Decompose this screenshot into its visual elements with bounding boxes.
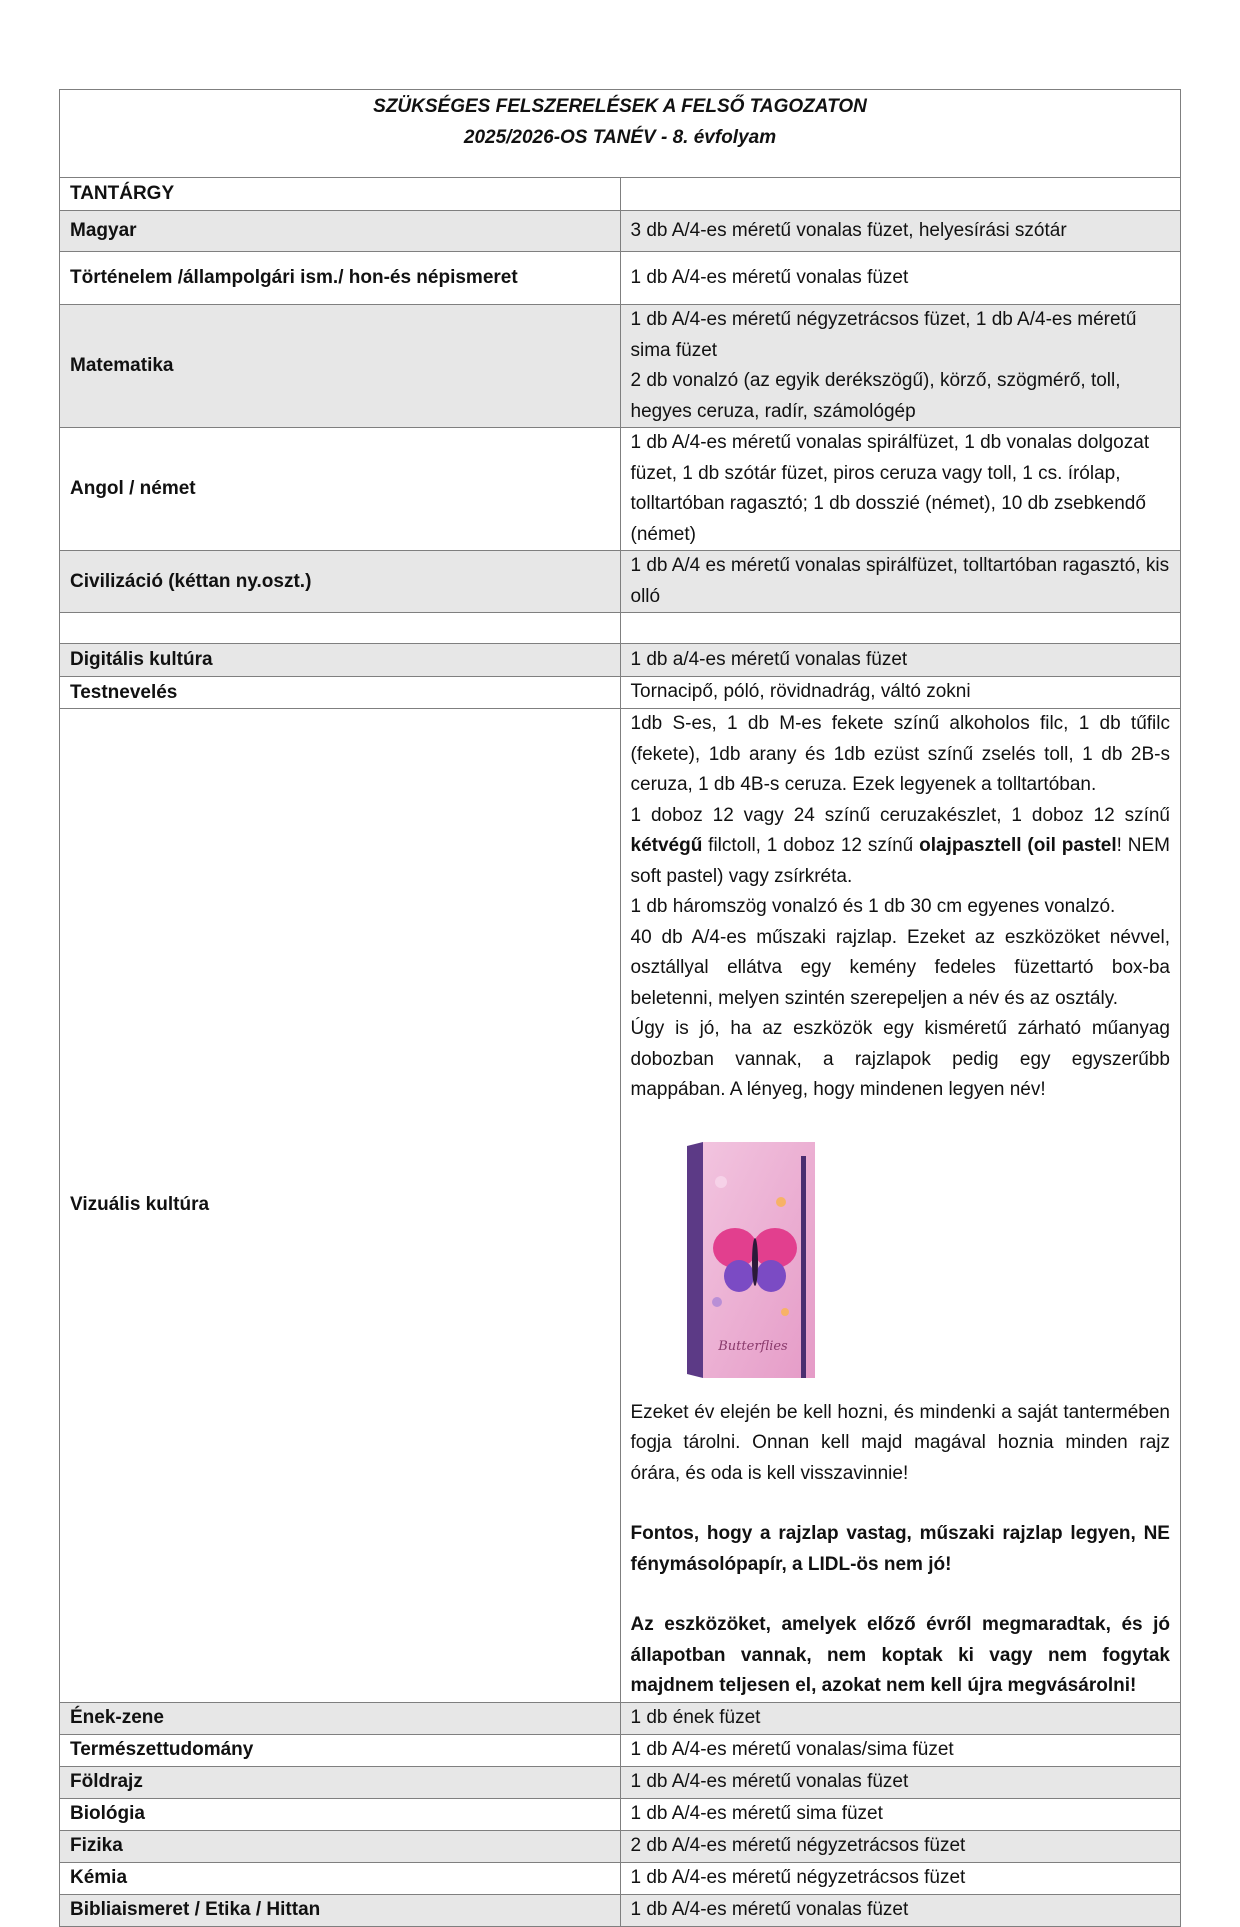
butterfly-folder-image xyxy=(681,1142,821,1380)
table-row xyxy=(60,1734,1181,1766)
table-row xyxy=(60,1798,1181,1830)
subject-cell: Kémia xyxy=(60,1862,621,1894)
visual-p1: 1db S-es, 1 db M-es fekete színű alkoholos filc, 1 db tűfilc (fekete), 1db arany és 1db ezüst színű zselés toll, 1 db 2B-s ceruza, 1 db 4B-s ceruza. Ezek legyenek a tolltartóban. xyxy=(630,713,1170,795)
subject-cell: Testnevelés xyxy=(60,677,621,709)
supply-table xyxy=(59,89,1181,1927)
table-row xyxy=(60,1702,1181,1734)
subject-cell: Matematika xyxy=(60,305,621,428)
spacer-cell xyxy=(60,613,621,644)
items-cell: 1 db A/4-es méretű négyzetrácsos füzet xyxy=(620,1862,1181,1894)
table-row xyxy=(60,252,1181,305)
visual-p2 xyxy=(631,801,1171,893)
column-header-empty xyxy=(620,178,1181,211)
title-cell xyxy=(60,90,1181,178)
subject-cell: Digitális kultúra xyxy=(60,644,621,677)
visual-items-cell xyxy=(620,709,1181,1703)
table-row xyxy=(60,211,1181,252)
subject-cell: Történelem /állampolgári ism./ hon-és népismeret xyxy=(60,252,621,305)
text-span: filctoll, 1 doboz 12 színű xyxy=(702,835,920,856)
subject-cell: Fizika xyxy=(60,1830,621,1862)
visual-p5: Úgy is jó, ha az eszközök egy kisméretű zárható műanyag dobozban vannak, a rajzlapok pedig egy egyszerűbb mappában. A lényeg, hogy mindenen legyen név! xyxy=(630,1018,1170,1100)
doc-title: SZÜKSÉGES FELSZERELÉSEK A FELSŐ TAGOZATON xyxy=(373,96,867,117)
table-row xyxy=(60,551,1181,613)
bold-span: kétvégű xyxy=(630,835,703,856)
subject-cell: Földrajz xyxy=(60,1766,621,1798)
subject-cell: Angol / német xyxy=(60,428,621,551)
folder-brand-text: Butterflies xyxy=(717,1338,788,1354)
subject-cell: Vizuális kultúra xyxy=(60,709,621,1703)
visual-p7 xyxy=(631,1519,1171,1580)
visual-p6: Ezeket év elején be kell hozni, és mindenki a saját tantermében fogja tárolni. Onnan kell majd magával hoznia minden rajz órára, és oda is kell visszavinnie! xyxy=(630,1401,1170,1484)
items-cell: Tornacipő, póló, rövidnadrág, váltó zokni xyxy=(620,677,1181,709)
items-cell: 1 db A/4-es méretű vonalas füzet xyxy=(620,252,1181,305)
items-cell: 1 db A/4-es méretű sima füzet xyxy=(620,1798,1181,1830)
title-row xyxy=(60,90,1181,178)
table-row xyxy=(60,1862,1181,1894)
table-row xyxy=(60,644,1181,677)
text-span: ! NEM soft pastel) vagy zsírkréta. xyxy=(630,835,1171,887)
table-row xyxy=(60,428,1181,551)
visual-row xyxy=(60,709,1181,1703)
bold-span: Az eszközöket, amelyek előző évről megmaradtak, és jó állapotban vannak, nem koptak ki vagy nem fogytak majdnem teljesen el, azokat nem kell újra megvásárolni! xyxy=(630,1614,1170,1696)
table-row xyxy=(60,677,1181,709)
spacer-row xyxy=(60,613,1181,644)
items-cell: 1 db a/4-es méretű vonalas füzet xyxy=(620,644,1181,677)
table-row xyxy=(60,1766,1181,1798)
subject-cell: Biológia xyxy=(60,1798,621,1830)
items-cell: 2 db A/4-es méretű négyzetrácsos füzet xyxy=(620,1830,1181,1862)
subject-cell: Természettudomány xyxy=(60,1734,621,1766)
text-span: 1 doboz 12 vagy 24 színű ceruzakészlet, 1 doboz 12 színű xyxy=(630,804,1170,826)
bold-span: Fontos, hogy a rajzlap vastag, műszaki rajzlap legyen, NE fénymásolópapír, a LIDL-ös nem jó! xyxy=(630,1523,1170,1575)
column-header: TANTÁRGY xyxy=(60,178,621,211)
visual-p3: 1 db háromszög vonalzó és 1 db 30 cm egyenes vonalzó. xyxy=(630,896,1116,917)
subject-cell: Civilizáció (kéttan ny.oszt.) xyxy=(60,551,621,613)
subject-cell: Ének-zene xyxy=(60,1702,621,1734)
subject-cell: Magyar xyxy=(60,211,621,252)
table-row xyxy=(60,1894,1181,1926)
items-cell: 1 db A/4-es méretű vonalas spirálfüzet, 1 db vonalas dolgozat füzet, 1 db szótár füzet, piros ceruza vagy toll, 1 cs. írólap, tolltartóban ragasztó; 1 db dosszié (német), 10 db zsebkendő (német) xyxy=(620,428,1181,551)
items-cell: 1 db A/4-es méretű vonalas/sima füzet xyxy=(620,1734,1181,1766)
items-cell: 3 db A/4-es méretű vonalas füzet, helyesírási szótár xyxy=(620,211,1181,252)
visual-p4: 40 db A/4-es műszaki rajzlap. Ezeket az eszközöket névvel, osztállyal ellátva egy kemény fedeles füzettartó box-ba beletenni, melyen szintén szerepeljen a név és az osztály. xyxy=(630,926,1170,1009)
items-cell: 1 db A/4-es méretű négyzetrácsos füzet, 1 db A/4-es méretű sima füzet 2 db vonalzó (az egyik derékszögű), körző, szögmérő, toll, hegyes ceruza, radír, számológép xyxy=(620,305,1181,428)
table-row xyxy=(60,1830,1181,1862)
subject-cell: Bibliaismeret / Etika / Hittan xyxy=(60,1894,621,1926)
items-cell: 1 db ének füzet xyxy=(620,1702,1181,1734)
spacer-cell xyxy=(620,613,1181,644)
bold-span: olajpasztell (oil pastel xyxy=(919,835,1117,856)
table-row xyxy=(60,305,1181,428)
doc-subtitle: 2025/2026-OS TANÉV - 8. évfolyam xyxy=(463,127,777,148)
supply-list-sheet xyxy=(59,89,1181,1927)
items-cell: 1 db A/4-es méretű vonalas füzet xyxy=(620,1766,1181,1798)
items-cell: 1 db A/4-es méretű vonalas füzet xyxy=(620,1894,1181,1926)
header-row xyxy=(60,178,1181,211)
items-cell: 1 db A/4 es méretű vonalas spirálfüzet, tolltartóban ragasztó, kis olló xyxy=(620,551,1181,613)
visual-p8 xyxy=(631,1610,1171,1702)
